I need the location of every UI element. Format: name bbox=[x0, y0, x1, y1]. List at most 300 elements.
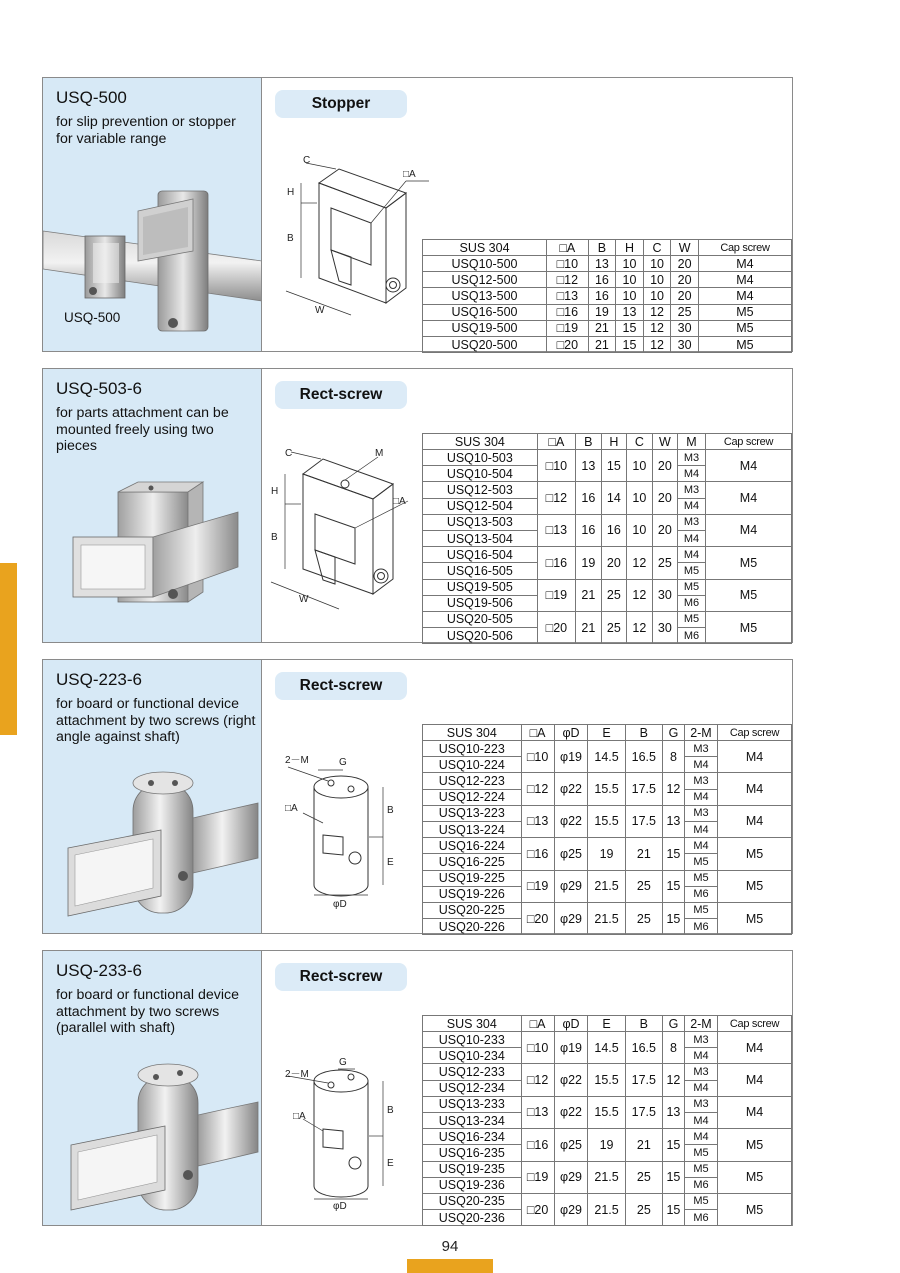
part-number: USQ10-224 bbox=[423, 757, 522, 773]
column-header: Cap screw bbox=[698, 240, 791, 256]
table-cell: 12 bbox=[662, 1064, 684, 1096]
table-cell: 15 bbox=[616, 320, 644, 336]
product-photo bbox=[43, 462, 262, 642]
svg-text:C: C bbox=[285, 448, 293, 459]
column-header: H bbox=[601, 434, 627, 450]
table-cell: 17.5 bbox=[625, 805, 662, 837]
table-cell: 8 bbox=[662, 1032, 684, 1064]
table-cell: 20 bbox=[601, 547, 627, 579]
svg-text:□A: □A bbox=[293, 1111, 306, 1122]
part-number: USQ19-225 bbox=[423, 870, 522, 886]
svg-text:G: G bbox=[339, 1057, 347, 1068]
thread-size: M3 bbox=[684, 741, 717, 757]
table-cell: 10 bbox=[643, 288, 671, 304]
part-number: USQ16-234 bbox=[423, 1129, 522, 1145]
svg-text:φD: φD bbox=[333, 1201, 347, 1211]
column-header: E bbox=[588, 1016, 625, 1032]
table-cell: 25 bbox=[652, 547, 678, 579]
table-cell: □10 bbox=[547, 256, 589, 272]
part-number: USQ12-503 bbox=[423, 482, 538, 498]
table-cell: 13 bbox=[662, 805, 684, 837]
table-row bbox=[423, 336, 792, 352]
table-cell: 19 bbox=[576, 547, 602, 579]
column-header: φD bbox=[554, 1016, 588, 1032]
part-number: USQ13-224 bbox=[423, 821, 522, 837]
table-cell: □19 bbox=[537, 579, 575, 611]
part-number: USQ16-235 bbox=[423, 1145, 522, 1161]
table-cell: 12 bbox=[627, 579, 653, 611]
thread-size: M3 bbox=[684, 1096, 717, 1112]
cap-screw: M4 bbox=[718, 741, 792, 773]
part-number: USQ19-226 bbox=[423, 886, 522, 902]
table-cell: 15 bbox=[662, 1193, 684, 1225]
table-cell: 25 bbox=[625, 1193, 662, 1225]
table-cell: φ29 bbox=[554, 870, 588, 902]
cap-screw: M5 bbox=[718, 1193, 792, 1225]
column-header: E bbox=[588, 725, 625, 741]
svg-text:M: M bbox=[375, 448, 384, 459]
part-number: USQ13-504 bbox=[423, 530, 538, 546]
cap-screw: M4 bbox=[705, 482, 791, 514]
column-header: □A bbox=[521, 725, 554, 741]
table-cell: USQ16-500 bbox=[423, 304, 547, 320]
cap-screw: M5 bbox=[718, 1129, 792, 1161]
table-row bbox=[423, 902, 792, 918]
table-cell: M4 bbox=[698, 256, 791, 272]
table-cell: □19 bbox=[547, 320, 589, 336]
table-cell: M5 bbox=[698, 304, 791, 320]
table-cell: 15 bbox=[662, 870, 684, 902]
table-cell: φ25 bbox=[554, 1129, 588, 1161]
table-cell: □20 bbox=[537, 611, 575, 643]
thread-size: M4 bbox=[684, 821, 717, 837]
table-cell: φ22 bbox=[554, 1096, 588, 1128]
table-cell: M4 bbox=[698, 272, 791, 288]
thread-size: M3 bbox=[684, 773, 717, 789]
column-header: Cap screw bbox=[718, 1016, 792, 1032]
table-cell: φ19 bbox=[554, 1032, 588, 1064]
table-cell: □19 bbox=[521, 1161, 554, 1193]
table-cell: □13 bbox=[547, 288, 589, 304]
svg-text:E: E bbox=[387, 1158, 394, 1169]
table-row bbox=[423, 547, 792, 563]
table-row bbox=[423, 304, 792, 320]
svg-text:W: W bbox=[315, 305, 325, 316]
part-number: USQ19-506 bbox=[423, 595, 538, 611]
part-number: USQ12-234 bbox=[423, 1080, 522, 1096]
product-photo bbox=[43, 758, 262, 933]
part-number: USQ12-233 bbox=[423, 1064, 522, 1080]
table-cell: □10 bbox=[537, 450, 575, 482]
table-cell: 10 bbox=[616, 272, 644, 288]
table-cell: 10 bbox=[643, 272, 671, 288]
table-cell: □13 bbox=[521, 805, 554, 837]
cap-screw: M5 bbox=[718, 1161, 792, 1193]
table-cell: 25 bbox=[601, 611, 627, 643]
table-cell: □10 bbox=[521, 1032, 554, 1064]
part-number: USQ16-224 bbox=[423, 838, 522, 854]
cap-screw: M5 bbox=[705, 547, 791, 579]
part-number: USQ13-234 bbox=[423, 1112, 522, 1128]
thread-size: M4 bbox=[684, 1080, 717, 1096]
column-header: SUS 304 bbox=[423, 725, 522, 741]
cap-screw: M5 bbox=[718, 838, 792, 870]
table-cell: 15 bbox=[662, 1161, 684, 1193]
table-cell: 20 bbox=[671, 256, 699, 272]
page-number: 94 bbox=[441, 1238, 459, 1255]
thread-size: M3 bbox=[684, 805, 717, 821]
table-cell: 16 bbox=[576, 482, 602, 514]
table-cell: 14.5 bbox=[588, 1032, 625, 1064]
model-description: for board or functional device attachment by two screws (parallel with shaft) bbox=[56, 987, 239, 1036]
thread-size: M5 bbox=[678, 563, 706, 579]
spec-table bbox=[422, 239, 792, 353]
table-cell: 16 bbox=[601, 514, 627, 546]
table-cell: 15.5 bbox=[588, 1096, 625, 1128]
table-cell: 13 bbox=[576, 450, 602, 482]
table-cell: 12 bbox=[627, 611, 653, 643]
svg-text:G: G bbox=[339, 757, 347, 768]
thread-size: M6 bbox=[678, 628, 706, 644]
table-cell: □12 bbox=[547, 272, 589, 288]
part-number: USQ10-504 bbox=[423, 466, 538, 482]
table-cell: 21 bbox=[588, 320, 616, 336]
cap-screw: M5 bbox=[705, 611, 791, 643]
table-row bbox=[423, 838, 792, 854]
table-cell: 12 bbox=[627, 547, 653, 579]
table-cell: 30 bbox=[652, 611, 678, 643]
part-number: USQ12-224 bbox=[423, 789, 522, 805]
thread-size: M3 bbox=[684, 1064, 717, 1080]
table-row bbox=[423, 870, 792, 886]
table-cell: 16 bbox=[576, 514, 602, 546]
table-cell: M4 bbox=[698, 288, 791, 304]
model-title: USQ-233-6 bbox=[56, 961, 142, 980]
table-cell: □13 bbox=[521, 1096, 554, 1128]
table-cell: 25 bbox=[601, 579, 627, 611]
table-cell: 30 bbox=[652, 579, 678, 611]
table-cell: 25 bbox=[625, 1161, 662, 1193]
svg-text:B: B bbox=[271, 532, 278, 543]
table-cell: φ29 bbox=[554, 902, 588, 934]
thread-size: M5 bbox=[684, 1193, 717, 1209]
thread-size: M5 bbox=[684, 1161, 717, 1177]
type-label: Rect-screw bbox=[275, 381, 407, 409]
table-row bbox=[423, 1161, 792, 1177]
table-cell: 20 bbox=[652, 514, 678, 546]
table-cell: 17.5 bbox=[625, 773, 662, 805]
cap-screw: M4 bbox=[718, 805, 792, 837]
part-number: USQ20-505 bbox=[423, 611, 538, 627]
table-cell: 19 bbox=[588, 1129, 625, 1161]
table-cell: □16 bbox=[521, 1129, 554, 1161]
table-cell: □16 bbox=[547, 304, 589, 320]
table-row bbox=[423, 741, 792, 757]
table-row bbox=[423, 272, 792, 288]
column-header: C bbox=[627, 434, 653, 450]
table-cell: 10 bbox=[643, 256, 671, 272]
table-row bbox=[423, 1193, 792, 1209]
part-number: USQ20-506 bbox=[423, 628, 538, 644]
section-usq-223-6 bbox=[42, 659, 793, 934]
model-title: USQ-500 bbox=[56, 88, 127, 107]
table-cell: 15 bbox=[662, 1129, 684, 1161]
model-title: USQ-503-6 bbox=[56, 379, 142, 398]
part-number: USQ16-225 bbox=[423, 854, 522, 870]
column-header: B bbox=[576, 434, 602, 450]
dimension-drawing bbox=[263, 444, 423, 614]
table-header-row bbox=[423, 434, 792, 450]
part-number: USQ12-504 bbox=[423, 498, 538, 514]
table-cell: 15.5 bbox=[588, 773, 625, 805]
cap-screw: M5 bbox=[718, 870, 792, 902]
part-number: USQ13-503 bbox=[423, 514, 538, 530]
part-number: USQ13-223 bbox=[423, 805, 522, 821]
model-title: USQ-223-6 bbox=[56, 670, 142, 689]
part-number: USQ20-225 bbox=[423, 902, 522, 918]
column-header: W bbox=[671, 240, 699, 256]
table-cell: 21 bbox=[576, 579, 602, 611]
cap-screw: M4 bbox=[718, 1032, 792, 1064]
table-cell: M5 bbox=[698, 320, 791, 336]
thread-size: M4 bbox=[684, 1048, 717, 1064]
product-info-panel bbox=[43, 660, 262, 933]
product-info-panel bbox=[43, 78, 262, 351]
thread-size: M5 bbox=[684, 854, 717, 870]
dimension-drawing bbox=[283, 745, 413, 910]
product-info-panel bbox=[43, 951, 262, 1225]
table-cell: 10 bbox=[627, 482, 653, 514]
table-cell: 13 bbox=[662, 1096, 684, 1128]
svg-text:B: B bbox=[287, 233, 294, 244]
svg-text:□A: □A bbox=[285, 803, 298, 814]
table-cell: USQ13-500 bbox=[423, 288, 547, 304]
table-cell: 13 bbox=[588, 256, 616, 272]
svg-text:B: B bbox=[387, 1105, 394, 1116]
table-cell: 25 bbox=[625, 870, 662, 902]
table-cell: □12 bbox=[521, 1064, 554, 1096]
table-cell: 12 bbox=[662, 773, 684, 805]
model-description: for parts attachment can be mounted freely using two pieces bbox=[56, 405, 229, 454]
table-cell: □19 bbox=[521, 870, 554, 902]
part-number: USQ12-223 bbox=[423, 773, 522, 789]
part-number: USQ19-505 bbox=[423, 579, 538, 595]
table-row bbox=[423, 256, 792, 272]
table-cell: φ22 bbox=[554, 805, 588, 837]
table-cell: □13 bbox=[537, 514, 575, 546]
table-cell: M5 bbox=[698, 336, 791, 352]
table-cell: 17.5 bbox=[625, 1096, 662, 1128]
column-header: SUS 304 bbox=[423, 434, 538, 450]
table-cell: 15 bbox=[662, 838, 684, 870]
part-number: USQ20-226 bbox=[423, 919, 522, 935]
svg-text:φD: φD bbox=[333, 899, 347, 910]
column-header: B bbox=[625, 1016, 662, 1032]
spec-table bbox=[422, 724, 792, 935]
table-cell: 21.5 bbox=[588, 870, 625, 902]
cap-screw: M4 bbox=[718, 1064, 792, 1096]
table-cell: 10 bbox=[616, 256, 644, 272]
thread-size: M6 bbox=[684, 1210, 717, 1226]
table-cell: 17.5 bbox=[625, 1064, 662, 1096]
table-row bbox=[423, 450, 792, 466]
table-cell: 21 bbox=[625, 838, 662, 870]
table-cell: 15 bbox=[662, 902, 684, 934]
column-header: G bbox=[662, 1016, 684, 1032]
table-cell: □10 bbox=[521, 741, 554, 773]
column-header: 2-M bbox=[684, 725, 717, 741]
table-cell: 15.5 bbox=[588, 1064, 625, 1096]
table-cell: φ29 bbox=[554, 1161, 588, 1193]
thread-size: M6 bbox=[684, 1177, 717, 1193]
type-label: Rect-screw bbox=[275, 672, 407, 700]
table-cell: 21 bbox=[625, 1129, 662, 1161]
table-cell: 21.5 bbox=[588, 1193, 625, 1225]
photo-caption: USQ-500 bbox=[64, 310, 121, 325]
svg-text:W: W bbox=[299, 594, 309, 605]
cap-screw: M5 bbox=[718, 902, 792, 934]
table-row bbox=[423, 514, 792, 530]
thread-size: M4 bbox=[684, 789, 717, 805]
type-label: Rect-screw bbox=[275, 963, 407, 991]
table-row bbox=[423, 579, 792, 595]
column-header: SUS 304 bbox=[423, 1016, 522, 1032]
section-usq-500 bbox=[42, 77, 793, 352]
table-cell: USQ10-500 bbox=[423, 256, 547, 272]
table-cell: 10 bbox=[616, 288, 644, 304]
table-cell: φ22 bbox=[554, 1064, 588, 1096]
table-cell: φ25 bbox=[554, 838, 588, 870]
thread-size: M3 bbox=[684, 1032, 717, 1048]
column-header: Cap screw bbox=[705, 434, 791, 450]
product-photo bbox=[43, 1050, 262, 1225]
column-header: B bbox=[588, 240, 616, 256]
table-header-row bbox=[423, 1016, 792, 1032]
part-number: USQ10-234 bbox=[423, 1048, 522, 1064]
svg-text:2－M: 2－M bbox=[285, 1069, 309, 1080]
table-cell: 13 bbox=[616, 304, 644, 320]
table-cell: 20 bbox=[671, 288, 699, 304]
table-cell: 16.5 bbox=[625, 741, 662, 773]
thread-size: M5 bbox=[684, 1145, 717, 1161]
table-cell: 12 bbox=[643, 304, 671, 320]
table-row bbox=[423, 1129, 792, 1145]
thread-size: M4 bbox=[678, 547, 706, 563]
thread-size: M5 bbox=[684, 902, 717, 918]
thread-size: M6 bbox=[684, 919, 717, 935]
svg-text:H: H bbox=[287, 187, 295, 198]
part-number: USQ10-223 bbox=[423, 741, 522, 757]
part-number: USQ20-235 bbox=[423, 1193, 522, 1209]
thread-size: M3 bbox=[678, 514, 706, 530]
model-description: for slip prevention or stopper for variable range bbox=[56, 114, 236, 147]
table-cell: 21.5 bbox=[588, 1161, 625, 1193]
table-cell: □12 bbox=[521, 773, 554, 805]
table-cell: USQ19-500 bbox=[423, 320, 547, 336]
table-row bbox=[423, 482, 792, 498]
table-cell: 14 bbox=[601, 482, 627, 514]
thread-size: M5 bbox=[678, 579, 706, 595]
table-cell: 21 bbox=[576, 611, 602, 643]
table-cell: 20 bbox=[671, 272, 699, 288]
thread-size: M6 bbox=[684, 886, 717, 902]
table-header-row bbox=[423, 725, 792, 741]
column-header: SUS 304 bbox=[423, 240, 547, 256]
table-cell: 20 bbox=[652, 482, 678, 514]
table-cell: 16.5 bbox=[625, 1032, 662, 1064]
cap-screw: M5 bbox=[705, 579, 791, 611]
table-cell: 15.5 bbox=[588, 805, 625, 837]
part-number: USQ20-236 bbox=[423, 1210, 522, 1226]
thread-size: M4 bbox=[684, 838, 717, 854]
table-cell: □20 bbox=[521, 1193, 554, 1225]
table-cell: 19 bbox=[588, 304, 616, 320]
column-header: C bbox=[643, 240, 671, 256]
thread-size: M4 bbox=[684, 757, 717, 773]
table-row bbox=[423, 805, 792, 821]
table-cell: 12 bbox=[643, 320, 671, 336]
table-row bbox=[423, 611, 792, 627]
table-row bbox=[423, 1032, 792, 1048]
cap-screw: M4 bbox=[705, 514, 791, 546]
thread-size: M3 bbox=[678, 482, 706, 498]
side-index-tab bbox=[0, 563, 17, 735]
table-cell: □20 bbox=[547, 336, 589, 352]
table-header-row bbox=[423, 240, 792, 256]
part-number: USQ19-236 bbox=[423, 1177, 522, 1193]
part-number: USQ16-505 bbox=[423, 563, 538, 579]
part-number: USQ19-235 bbox=[423, 1161, 522, 1177]
page-number-bar bbox=[407, 1259, 493, 1273]
column-header: □A bbox=[537, 434, 575, 450]
table-cell: 15 bbox=[601, 450, 627, 482]
table-cell: φ19 bbox=[554, 741, 588, 773]
svg-text:□A: □A bbox=[393, 496, 406, 507]
column-header: H bbox=[616, 240, 644, 256]
spec-table bbox=[422, 433, 792, 644]
table-cell: 10 bbox=[627, 450, 653, 482]
table-cell: 30 bbox=[671, 336, 699, 352]
cap-screw: M4 bbox=[705, 450, 791, 482]
part-number: USQ16-504 bbox=[423, 547, 538, 563]
table-row bbox=[423, 320, 792, 336]
svg-text:□A: □A bbox=[403, 169, 416, 180]
thread-size: M6 bbox=[678, 595, 706, 611]
table-cell: 20 bbox=[652, 450, 678, 482]
section-usq-503-6 bbox=[42, 368, 793, 643]
column-header: M bbox=[678, 434, 706, 450]
table-cell: □12 bbox=[537, 482, 575, 514]
column-header: G bbox=[662, 725, 684, 741]
table-cell: 14.5 bbox=[588, 741, 625, 773]
dimension-drawing bbox=[281, 153, 431, 323]
thread-size: M3 bbox=[678, 450, 706, 466]
column-header: 2-M bbox=[684, 1016, 717, 1032]
table-cell: 12 bbox=[643, 336, 671, 352]
table-cell: 10 bbox=[627, 514, 653, 546]
dimension-drawing bbox=[283, 1051, 413, 1211]
table-cell: 16 bbox=[588, 272, 616, 288]
table-cell: □16 bbox=[537, 547, 575, 579]
cap-screw: M4 bbox=[718, 773, 792, 805]
column-header: □A bbox=[547, 240, 589, 256]
product-info-panel bbox=[43, 369, 262, 642]
cap-screw: M4 bbox=[718, 1096, 792, 1128]
table-row bbox=[423, 773, 792, 789]
table-row bbox=[423, 288, 792, 304]
thread-size: M4 bbox=[684, 1112, 717, 1128]
type-label: Stopper bbox=[275, 90, 407, 118]
